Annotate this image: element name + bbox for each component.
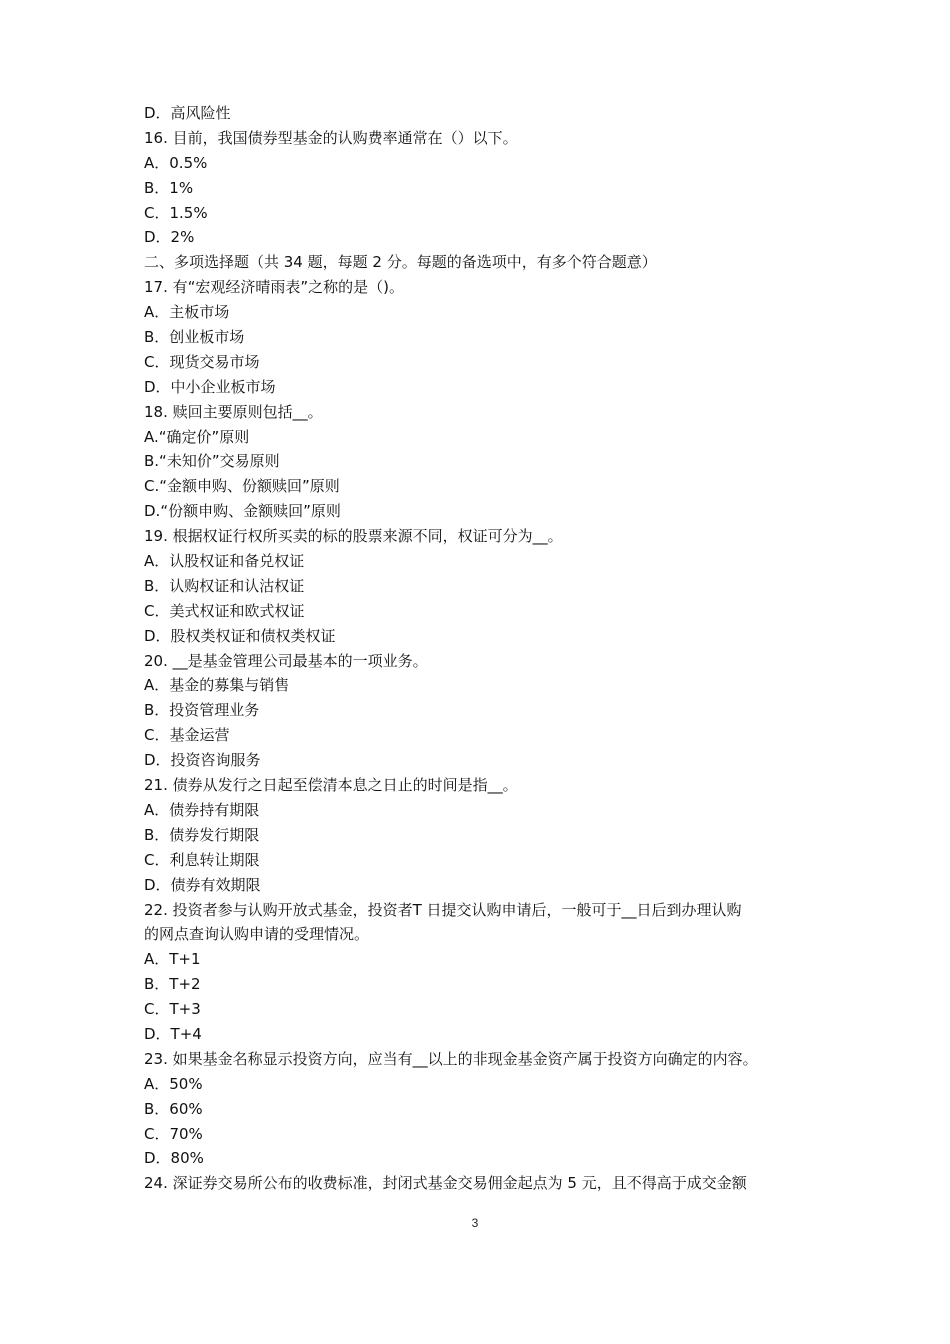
- text-line: A．主板市场: [144, 303, 230, 322]
- text-line: C．70%: [144, 1124, 203, 1143]
- text-line: B．投资管理业务: [144, 701, 260, 720]
- text-line: C．1.5%: [144, 203, 208, 222]
- text-line: C．现货交易市场: [144, 352, 260, 371]
- text-line: A．基金的募集与销售: [144, 676, 290, 695]
- page-number: 3: [471, 1216, 479, 1230]
- text-line: C.“金额申购、份额赎回”原则: [144, 477, 340, 496]
- text-line: 二、多项选择题（共 34 题，每题 2 分。每题的备选项中，有多个符合题意）: [144, 253, 657, 272]
- text-line: D．80%: [144, 1149, 204, 1168]
- text-line: D．中小企业板市场: [144, 377, 276, 396]
- text-line: B.“未知价”交易原则: [144, 452, 280, 471]
- text-line: C．基金运营: [144, 726, 230, 745]
- text-line: C．T+3: [144, 1000, 201, 1019]
- text-line: 24. 深证券交易所公布的收费标准，封闭式基金交易佣金起点为 5 元，且不得高于成交金额: [144, 1174, 747, 1193]
- text-line: 16. 目前，我国债券型基金的认购费率通常在（）以下。: [144, 128, 518, 147]
- text-line: A．债券持有期限: [144, 800, 260, 819]
- text-line: A．50%: [144, 1074, 203, 1093]
- text-line: 18. 赎回主要原则包括__。: [144, 402, 323, 421]
- text-line: B．T+2: [144, 975, 201, 994]
- text-line: 的网点查询认购申请的受理情况。: [144, 925, 370, 944]
- text-line: D．股权类权证和债权类权证: [144, 626, 336, 645]
- text-line: B．创业板市场: [144, 328, 245, 347]
- text-line: A．0.5%: [144, 153, 208, 172]
- text-line: C．美式权证和欧式权证: [144, 601, 305, 620]
- text-line: 22. 投资者参与认购开放式基金，投资者T 日提交认购申请后，一般可于__日后到办理认购: [144, 900, 742, 919]
- text-line: A．认股权证和备兑权证: [144, 552, 305, 571]
- text-line: A.“确定价”原则: [144, 427, 250, 446]
- text-line: 20. __是基金管理公司最基本的一项业务。: [144, 651, 428, 670]
- text-line: 19. 根据权证行权所买卖的标的股票来源不同，权证可分为__。: [144, 527, 563, 546]
- text-line: A．T+1: [144, 950, 201, 969]
- document-body: [144, 101, 834, 1196]
- text-line: B．债券发行期限: [144, 825, 260, 844]
- text-line: B．认购权证和认沽权证: [144, 576, 305, 595]
- text-line: D．投资咨询服务: [144, 751, 261, 770]
- text-line: C．利息转让期限: [144, 850, 260, 869]
- text-line: D．2%: [144, 228, 195, 247]
- text-line: D．高风险性: [144, 104, 231, 122]
- text-line: 17. 有“宏观经济晴雨表”之称的是（)。: [144, 278, 405, 297]
- text-line: B．1%: [144, 178, 194, 197]
- text-line: 23. 如果基金名称显示投资方向，应当有__以上的非现金基金资产属于投资方向确定的内容。: [144, 1049, 758, 1068]
- text-line: B．60%: [144, 1099, 203, 1118]
- text-line: D．T+4: [144, 1024, 202, 1043]
- text-line: D．债券有效期限: [144, 875, 261, 894]
- text-line: D.“份额申购、金额赎回”原则: [144, 502, 341, 521]
- text-line: 21. 债券从发行之日起至偿清本息之日止的时间是指__。: [144, 776, 518, 795]
